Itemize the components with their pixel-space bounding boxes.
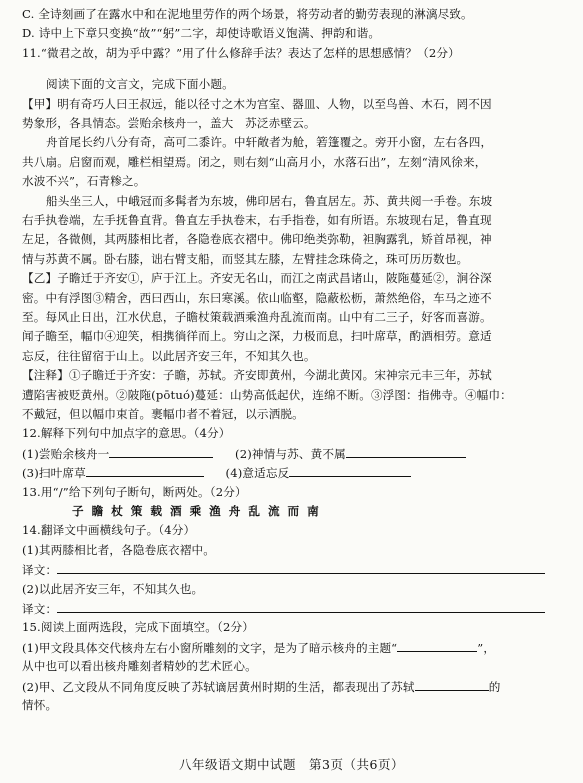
jia-line: 船头坐三人，中峨冠而多髯者为东坡，佛印居右，鲁直居左。苏、黄共阅一手卷。东坡 bbox=[46, 193, 493, 208]
jia-line: 情与苏黄不属。卧右膝，诎右臂支船，而竖其左膝，左臂挂念珠倚之，珠可历历数也。 bbox=[22, 251, 469, 266]
q14-answer2-line[interactable] bbox=[57, 600, 545, 613]
q14-translation1 bbox=[22, 561, 545, 578]
jia-line: 左足，各微侧，其两膝相比者，各隐卷底衣褶中。佛印绝类弥勒，袒胸露乳，矫首昂视，神 bbox=[22, 232, 492, 247]
q12-item1: (1)尝贻余核舟一 bbox=[22, 446, 110, 461]
question-13-title: 13.用“/”给下列句子断句，断两处。（2分） bbox=[22, 484, 247, 499]
jia-line: 共八扇。启窗而观，雕栏相望焉。闭之，则右刻“山高月小，水落石出”，左刻“清风徐来， bbox=[22, 154, 487, 169]
q14-translation2 bbox=[22, 600, 545, 617]
q12-blank1[interactable] bbox=[109, 445, 213, 458]
q15-blank1[interactable] bbox=[397, 639, 477, 652]
yi-line: 忘反，往往留宿于山上。以此居齐安三年，不知其久也。 bbox=[22, 348, 316, 363]
q12-blank2[interactable] bbox=[346, 445, 466, 458]
jia-line: 势象形，各具情态。尝贻余核舟一，盖大 苏泛赤壁云。 bbox=[22, 116, 316, 130]
q12-blank3[interactable] bbox=[86, 464, 204, 477]
note-line: 遭陷害被贬黄州。②陂陁(pōtuó)蔓延：山势高低起伏，连绵不断。③浮图：指佛寺。④幅巾： bbox=[22, 387, 512, 402]
q13-sentence: 子瞻杖策载酒乘渔舟乱流而南 bbox=[72, 504, 327, 518]
q15-part1-line2: 从中也可以看出核舟雕刻者精妙的艺术匠心。 bbox=[22, 659, 257, 674]
option-c: C. 全诗刻画了在露水中和在泥地里劳作的两个场景，将劳动者的勤劳表现的淋漓尽致。 bbox=[22, 7, 473, 21]
q12-item4: (4)意适忘反 bbox=[225, 466, 290, 481]
question-12-row2 bbox=[22, 464, 411, 481]
q15-text: (2)甲、乙文段从不同角度反映了苏轼谪居黄州时期的生活，都表现出了苏轼 bbox=[22, 679, 415, 694]
question-15-title: 15.阅读上面两选段，完成下面填空。（2分） bbox=[22, 620, 255, 635]
note-line: 【注释】①子瞻迁于齐安：子瞻，苏轼。齐安即黄州，今湖北黄冈。宋神宗元丰三年，苏轼 bbox=[22, 368, 492, 383]
question-14-title: 14.翻译文中画横线句子。（4分） bbox=[22, 523, 196, 538]
q14-sentence1: (1)其两膝相比者，各隐卷底衣褶中。 bbox=[22, 542, 216, 557]
jia-line: 舟首尾长约八分有奇，高可二黍许。中轩敞者为舱，箬篷覆之。旁开小窗，左右各四， bbox=[46, 135, 493, 150]
question-11: 11.“微君之故，胡为乎中露？”用了什么修辞手法？表达了怎样的思想感情？（2分） bbox=[22, 45, 460, 60]
q12-item3: (3)扫叶席草 bbox=[22, 466, 86, 481]
q15-part2-line1 bbox=[22, 678, 500, 695]
jia-line: 右手执卷端，左手抚鲁直背。鲁直左手执卷末，右手指卷，如有所语。东坡现右足，鲁直现 bbox=[22, 213, 492, 227]
q15-text: 的 bbox=[488, 679, 501, 694]
page-footer: 八年级语文期中试题 第3页（共6页） bbox=[179, 757, 404, 772]
q15-text: (1)甲文段具体交代核舟左右小窗所雕刻的文字，是为了暗示核舟的主题“ bbox=[22, 640, 398, 655]
question-12-row1 bbox=[22, 445, 466, 462]
note-line: 不戴冠，但以幅巾束首。裹幅巾者不着冠，以示洒脱。 bbox=[22, 407, 304, 421]
option-d: D. 诗中上下章只变换“故”“躬”二字，却使诗歌语义饱满、押韵和谐。 bbox=[22, 26, 381, 41]
jia-line: 水波不兴”，石青糁之。 bbox=[22, 174, 146, 189]
translation-label: 译文： bbox=[22, 602, 58, 616]
reading-intro: 阅读下面的文言文，完成下面小题。 bbox=[46, 77, 234, 92]
q14-answer1-line[interactable] bbox=[57, 561, 545, 574]
q12-item2: (2)神情与苏、黄不属 bbox=[235, 446, 346, 461]
yi-line: 密。中有浮图③精舍，西曰西山，东曰寒溪。依山临壑，隐蔽松枥，萧然绝俗，车马之迹不 bbox=[22, 290, 492, 305]
q15-text: ”， bbox=[477, 640, 496, 655]
yi-line: 闻子瞻至，幅巾④迎笑，相携徜徉而上。穷山之深，力极而息，扫叶席草，酌酒相劳。意适 bbox=[22, 329, 492, 344]
yi-line: 至。每风止日出，江水伏息，子瞻杖策载酒乘渔舟乱流而南。山中有二三子，好客而喜游。 bbox=[22, 310, 492, 324]
yi-line: 【乙】子瞻迁于齐安①，庐于江上。齐安无名山，而江之南武昌诸山，陂陁蔓延②，涧谷深 bbox=[22, 271, 492, 286]
q15-blank2[interactable] bbox=[415, 678, 489, 691]
translation-label: 译文： bbox=[22, 563, 58, 578]
q14-sentence2: (2)以此居齐安三年，不知其久也。 bbox=[22, 581, 204, 596]
q15-part1-line1 bbox=[22, 639, 495, 656]
question-12-title: 12.解释下列句中加点字的意思。（4分） bbox=[22, 426, 231, 441]
jia-line: 【甲】明有奇巧人曰王叔远，能以径寸之木为宫室、器皿、人物，以至鸟兽、木石，罔不因 bbox=[22, 96, 492, 111]
q15-part2-line2: 情怀。 bbox=[22, 698, 58, 712]
q12-blank4[interactable] bbox=[289, 464, 411, 477]
